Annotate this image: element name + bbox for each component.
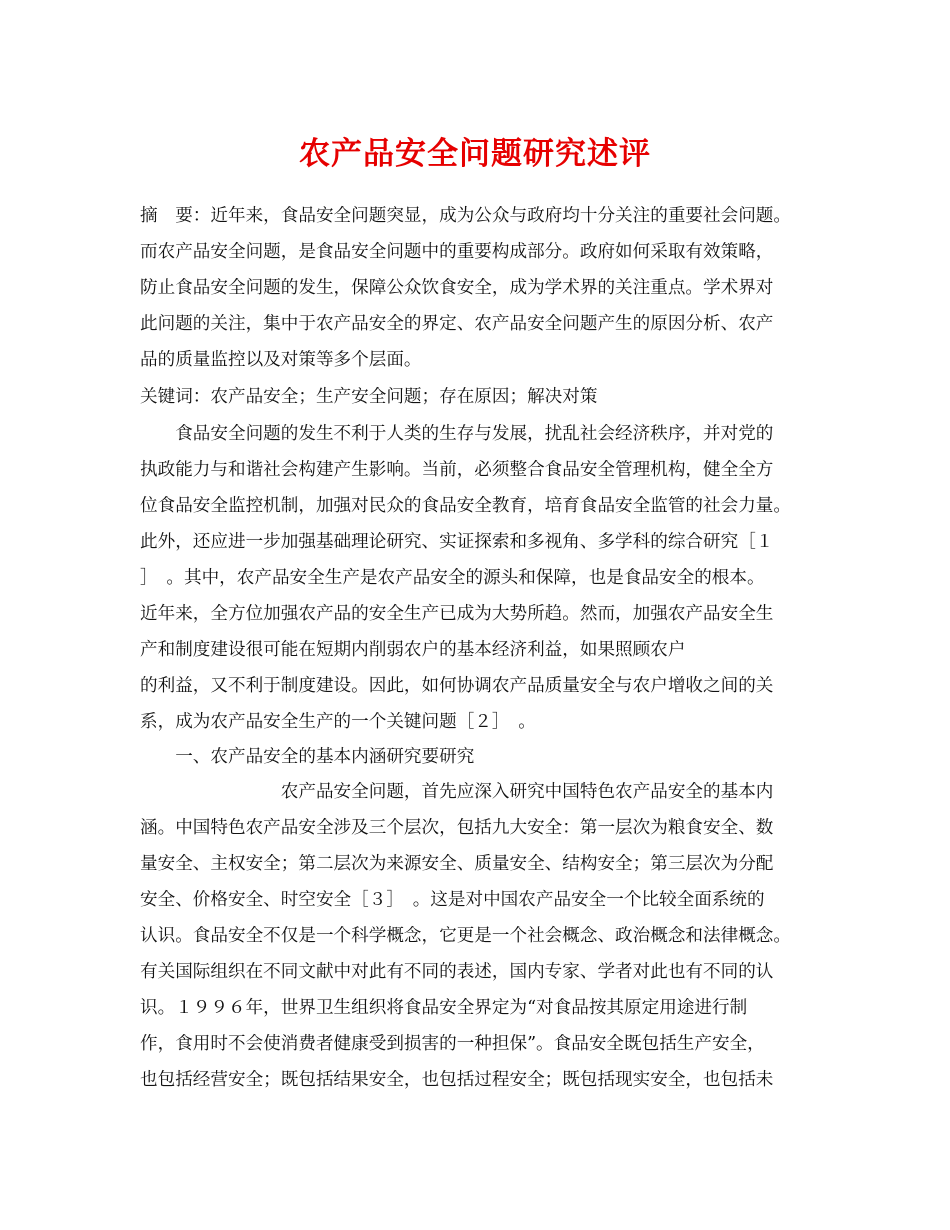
keywords-line: 关键词：农产品安全；生产安全问题；存在原因；解决对策 [140,387,598,407]
body-line: 也包括经营安全；既包括结果安全，也包括过程安全；既包括现实安全，也包括未 [140,1070,774,1090]
body-line: 近年来，全方位加强农产品的安全生产已成为大势所趋。然而，加强农产品安全生 [140,604,774,624]
abstract-line: 此问题的关注，集中于农产品安全的界定、农产品安全问题产生的原因分析、农产 [140,314,774,334]
section-heading: 一、农产品安全的基本内涵研究要研究 [140,747,475,767]
body-line: 执政能力与和谐社会构建产生影响。当前，必须整合食品安全管理机构，健全全方 [140,460,774,480]
body-line: 作，食用时不会使消费者健康受到损害的一种担保”。食品安全既包括生产安全， [140,1034,765,1054]
body-line: 涵。中国特色农产品安全涉及三个层次，包括九大安全：第一层次为粮食安全、数 [140,818,774,838]
body-line: ］ 。其中，农产品安全生产是农产品安全的源头和保障，也是食品安全的根本。 [140,568,765,588]
body-line: 安全、价格安全、时空安全［３］ 。这是对中国农产品安全一个比较全面系统的 [140,890,765,910]
document-title: 农产品安全问题研究述评 [299,136,651,172]
abstract-line: 防止食品安全问题的发生，保障公众饮食安全，成为学术界的关注重点。学术界对 [140,278,774,298]
body-line: 产和制度建设很可能在短期内削弱农户的基本经济利益，如果照顾农户 [140,640,686,660]
body-line: 此外，还应进一步加强基础理论研究、实证探索和多视角、多学科的综合研究［１ [140,532,774,552]
body-line: 系，成为农产品安全生产的一个关键问题［２］ 。 [140,712,536,732]
body-line: 位食品安全监控机制，加强对民众的食品安全教育，培育食品安全监管的社会力量。 [140,496,791,516]
abstract-line: 摘 要：近年来，食品安全问题突显，成为公众与政府均十分关注的重要社会问题。 [140,206,791,226]
body-line: 识。１９９６年，世界卫生组织将食品安全界定为“对食品按其原定用途进行制 [140,998,748,1018]
abstract-line: 品的质量监控以及对策等多个层面。 [140,350,422,370]
abstract-line: 而农产品安全问题，是食品安全问题中的重要构成部分。政府如何采取有效策略， [140,242,774,262]
body-line: 农产品安全问题，首先应深入研究中国特色农产品安全的基本内 [140,782,774,802]
body-line: 认识。食品安全不仅是一个科学概念，它更是一个社会概念、政治概念和法律概念。 [140,926,791,946]
body-line: 量安全、主权安全；第二层次为来源安全、质量安全、结构安全；第三层次为分配 [140,854,774,874]
body-line: 食品安全问题的发生不利于人类的生存与发展，扰乱社会经济秩序，并对党的 [140,424,774,444]
body-line: 的利益，又不利于制度建设。因此，如何协调农产品质量安全与农户增收之间的关 [140,676,774,696]
body-line: 有关国际组织在不同文献中对此有不同的表述，国内专家、学者对此也有不同的认 [140,962,774,982]
